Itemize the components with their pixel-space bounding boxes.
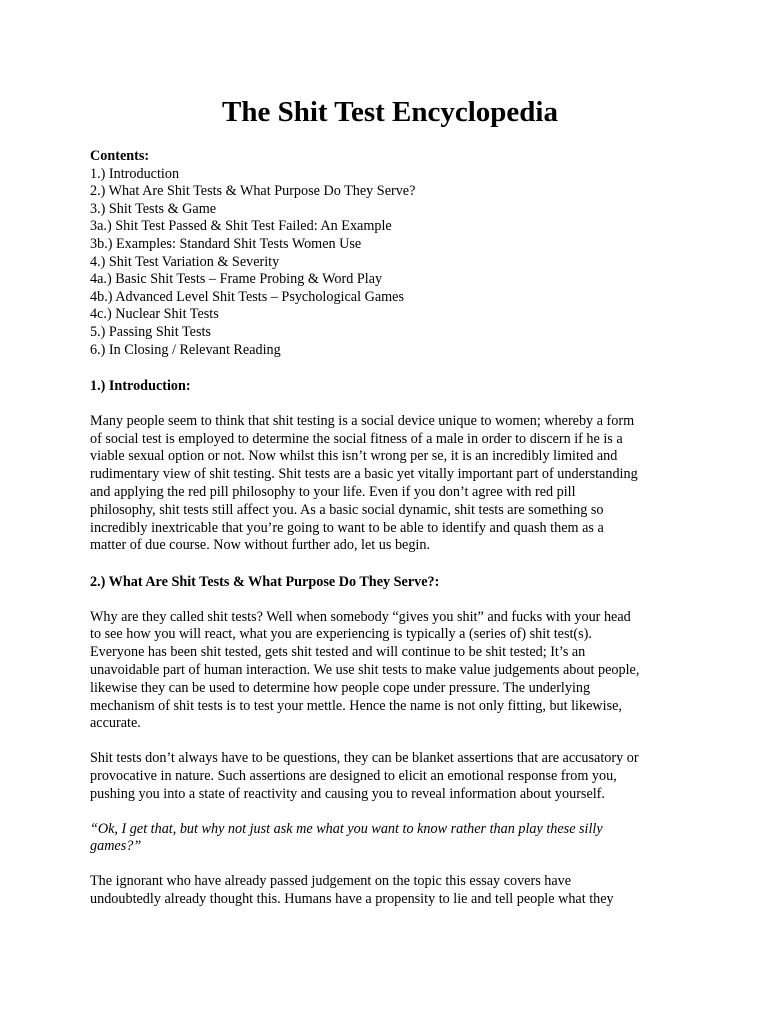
paragraph-line: rudimentary view of shit testing. Shit tests are a basic yet vitally important part of understanding [90,466,638,483]
quote-line: games?” [90,838,142,855]
quote-line: “Ok, I get that, but why not just ask me what you want to know rather than play these silly [90,820,603,837]
contents-label: Contents: [90,148,150,164]
section2-paragraph-1 [90,609,690,734]
paragraph-line: incredibly inextricable that you’re going to want to be able to identify and quash them as a [90,519,604,536]
paragraph-line: Why are they called shit tests? Well when somebody “gives you shit” and fucks with your head [90,608,631,625]
paragraph-line: Many people seem to think that shit testing is a social device unique to women; whereby a form [90,412,635,429]
paragraph-line: to see how you will react, what you are experiencing is typically a (series of) shit test(s). [90,626,592,643]
paragraph-line: undoubtedly already thought this. Humans have a propensity to lie and tell people what they [90,891,614,908]
section-heading-what-are-shit-tests: 2.) What Are Shit Tests & What Purpose Do They Serve?: [90,574,440,591]
paragraph-line: matter of due course. Now without further ado, let us begin. [90,537,431,554]
toc-item: 6.) In Closing / Relevant Reading [90,341,281,358]
paragraph-line: accurate. [90,715,141,732]
paragraph-line: Everyone has been shit tested, gets shit tested and will continue to be shit tested; It’s an [90,644,586,661]
paragraph-line: and applying the red pill philosophy to your life. Even if you don’t agree with red pill [90,483,576,500]
toc-item: 1.) Introduction [90,165,180,182]
table-of-contents [90,148,690,359]
italic-quote [90,821,690,857]
introduction-paragraph [90,413,690,555]
paragraph-line: viable sexual option or not. Now whilst this isn’t wrong per se, it is an incredibly limited and [90,448,618,465]
document-page [90,92,690,909]
toc-item: 4b.) Advanced Level Shit Tests – Psychological Games [90,288,404,305]
section2-paragraph-2 [90,750,690,803]
paragraph-line: provocative in nature. Such assertions are designed to elicit an emotional response from you, [90,768,617,785]
toc-item: 3.) Shit Tests & Game [90,200,217,217]
paragraph-line: of social test is employed to determine the social fitness of a male in order to discern if he is a [90,430,623,447]
paragraph-line: unavoidable part of human interaction. We use shit tests to make value judgements about people, [90,662,640,679]
toc-item: 2.) What Are Shit Tests & What Purpose Do They Serve? [90,183,416,200]
document-title: The Shit Test Encyclopedia [222,96,558,128]
toc-item: 4c.) Nuclear Shit Tests [90,306,219,323]
paragraph-line: Shit tests don’t always have to be questions, they can be blanket assertions that are accusatory or [90,750,639,767]
toc-item: 3b.) Examples: Standard Shit Tests Women Use [90,235,362,252]
toc-item: 5.) Passing Shit Tests [90,323,211,340]
paragraph-line: mechanism of shit tests is to test your mettle. Hence the name is not only fitting, but likewise, [90,697,622,714]
paragraph-line: philosophy, shit tests still affect you. As a basic social dynamic, shit tests are something so [90,501,604,518]
section-heading-introduction: 1.) Introduction: [90,378,191,395]
toc-item: 4.) Shit Test Variation & Severity [90,253,280,270]
section2-paragraph-3 [90,873,690,909]
toc-item: 3a.) Shit Test Passed & Shit Test Failed: An Example [90,218,392,235]
paragraph-line: The ignorant who have already passed judgement on the topic this essay covers have [90,873,572,890]
paragraph-line: likewise they can be used to determine how people cope under pressure. The underlying [90,679,591,696]
paragraph-line: pushing you into a state of reactivity and causing you to reveal information about yourself. [90,785,605,802]
toc-item: 4a.) Basic Shit Tests – Frame Probing & Word Play [90,271,383,288]
